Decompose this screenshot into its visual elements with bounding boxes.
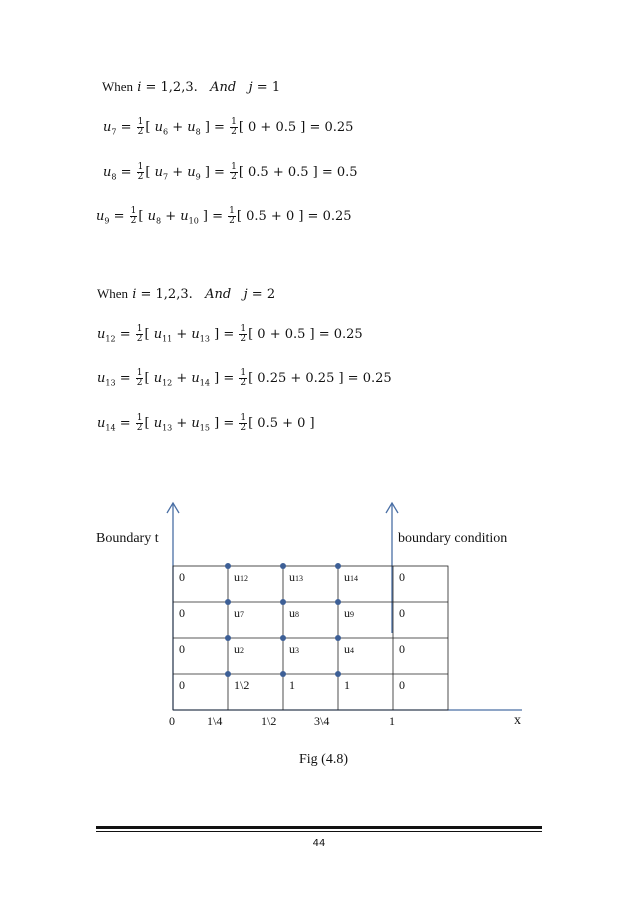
node bbox=[225, 599, 231, 605]
node bbox=[225, 671, 231, 677]
cell-label: u7 bbox=[234, 606, 244, 620]
node bbox=[335, 599, 341, 605]
block1-eq2: $u_8$ = $\frac{1}{2}$ [ $u_7 + u_9$ ] = $\frac{1}{2}$ [ 0.5 + 0.5 ] = 0.5 bbox=[103, 162, 358, 182]
footer-rule-thin bbox=[96, 831, 542, 832]
cell-label: 1 bbox=[289, 678, 295, 692]
node bbox=[280, 563, 286, 569]
boundary-condition-label: boundary condition bbox=[398, 531, 508, 546]
block2-eq2: $u_{13}$ = $\frac{1}{2}$ [ $u_{12} + u_{14}$ ] = $\frac{1}{2}$ [ 0.25 + 0.25 ] = 0.25 bbox=[97, 368, 392, 388]
cell-label: 0 bbox=[179, 570, 185, 584]
cell-label: 0 bbox=[399, 678, 405, 692]
node bbox=[335, 563, 341, 569]
cell-label: u13 bbox=[289, 570, 303, 584]
node bbox=[335, 635, 341, 641]
cell-label: u2 bbox=[234, 642, 244, 656]
x-tick-label: 1\4 bbox=[207, 714, 223, 728]
cell-label: 0 bbox=[179, 678, 185, 692]
cell-label: 0 bbox=[399, 570, 405, 584]
cell-label: u3 bbox=[289, 642, 299, 656]
cell-label: u9 bbox=[344, 606, 354, 620]
block2-eq1: $u_{12}$ = $\frac{1}{2}$ [ $u_{11} + u_{13}$ ] = $\frac{1}{2}$ [ 0 + 0.5 ] = 0.25 bbox=[97, 324, 363, 344]
x-axis-label: x bbox=[514, 713, 521, 728]
cell-label: u14 bbox=[344, 570, 358, 584]
boundary-t-label: Boundary t bbox=[96, 531, 159, 546]
cell-label: 1\2 bbox=[234, 678, 250, 692]
block1-eq1: $u_7$ = $\frac{1}{2}$ [ $u_6 + u_8$ ] = $\frac{1}{2}$ [ 0 + 0.5 ] = 0.25 bbox=[103, 117, 354, 137]
cell-label: 0 bbox=[179, 606, 185, 620]
node bbox=[280, 599, 286, 605]
block2-heading: When i = 1,2,3. And j = 2 bbox=[97, 286, 276, 302]
cell-label: u4 bbox=[344, 642, 354, 656]
x-tick-label: 0 bbox=[169, 714, 175, 728]
x-tick-label: 1\2 bbox=[261, 714, 277, 728]
block1-eq3: $u_9$ = $\frac{1}{2}$ [ $u_8 + u_{10}$ ] = $\frac{1}{2}$ [ 0.5 + 0 ] = 0.25 bbox=[96, 206, 352, 226]
x-tick-label: 1 bbox=[389, 714, 395, 728]
node bbox=[335, 671, 341, 677]
block2-eq3: $u_{14}$ = $\frac{1}{2}$ [ $u_{13} + u_{15}$ ] = $\frac{1}{2}$ [ 0.5 + 0 ] bbox=[97, 413, 315, 433]
grid-lines bbox=[173, 566, 448, 710]
cell-label: 0 bbox=[399, 606, 405, 620]
node bbox=[280, 635, 286, 641]
node bbox=[280, 671, 286, 677]
node bbox=[225, 563, 231, 569]
footer-rule bbox=[96, 826, 542, 829]
figure-caption: Fig (4.8) bbox=[299, 752, 348, 767]
x-tick-label: 3\4 bbox=[314, 714, 330, 728]
cell-label: 0 bbox=[179, 642, 185, 656]
block1-heading: When i = 1,2,3. And j = 1 bbox=[102, 79, 281, 95]
page-number: 44 bbox=[312, 838, 326, 849]
node bbox=[225, 635, 231, 641]
cell-label: 1 bbox=[344, 678, 350, 692]
cell-label: u12 bbox=[234, 570, 248, 584]
cell-label: 0 bbox=[399, 642, 405, 656]
cell-label: u8 bbox=[289, 606, 299, 620]
